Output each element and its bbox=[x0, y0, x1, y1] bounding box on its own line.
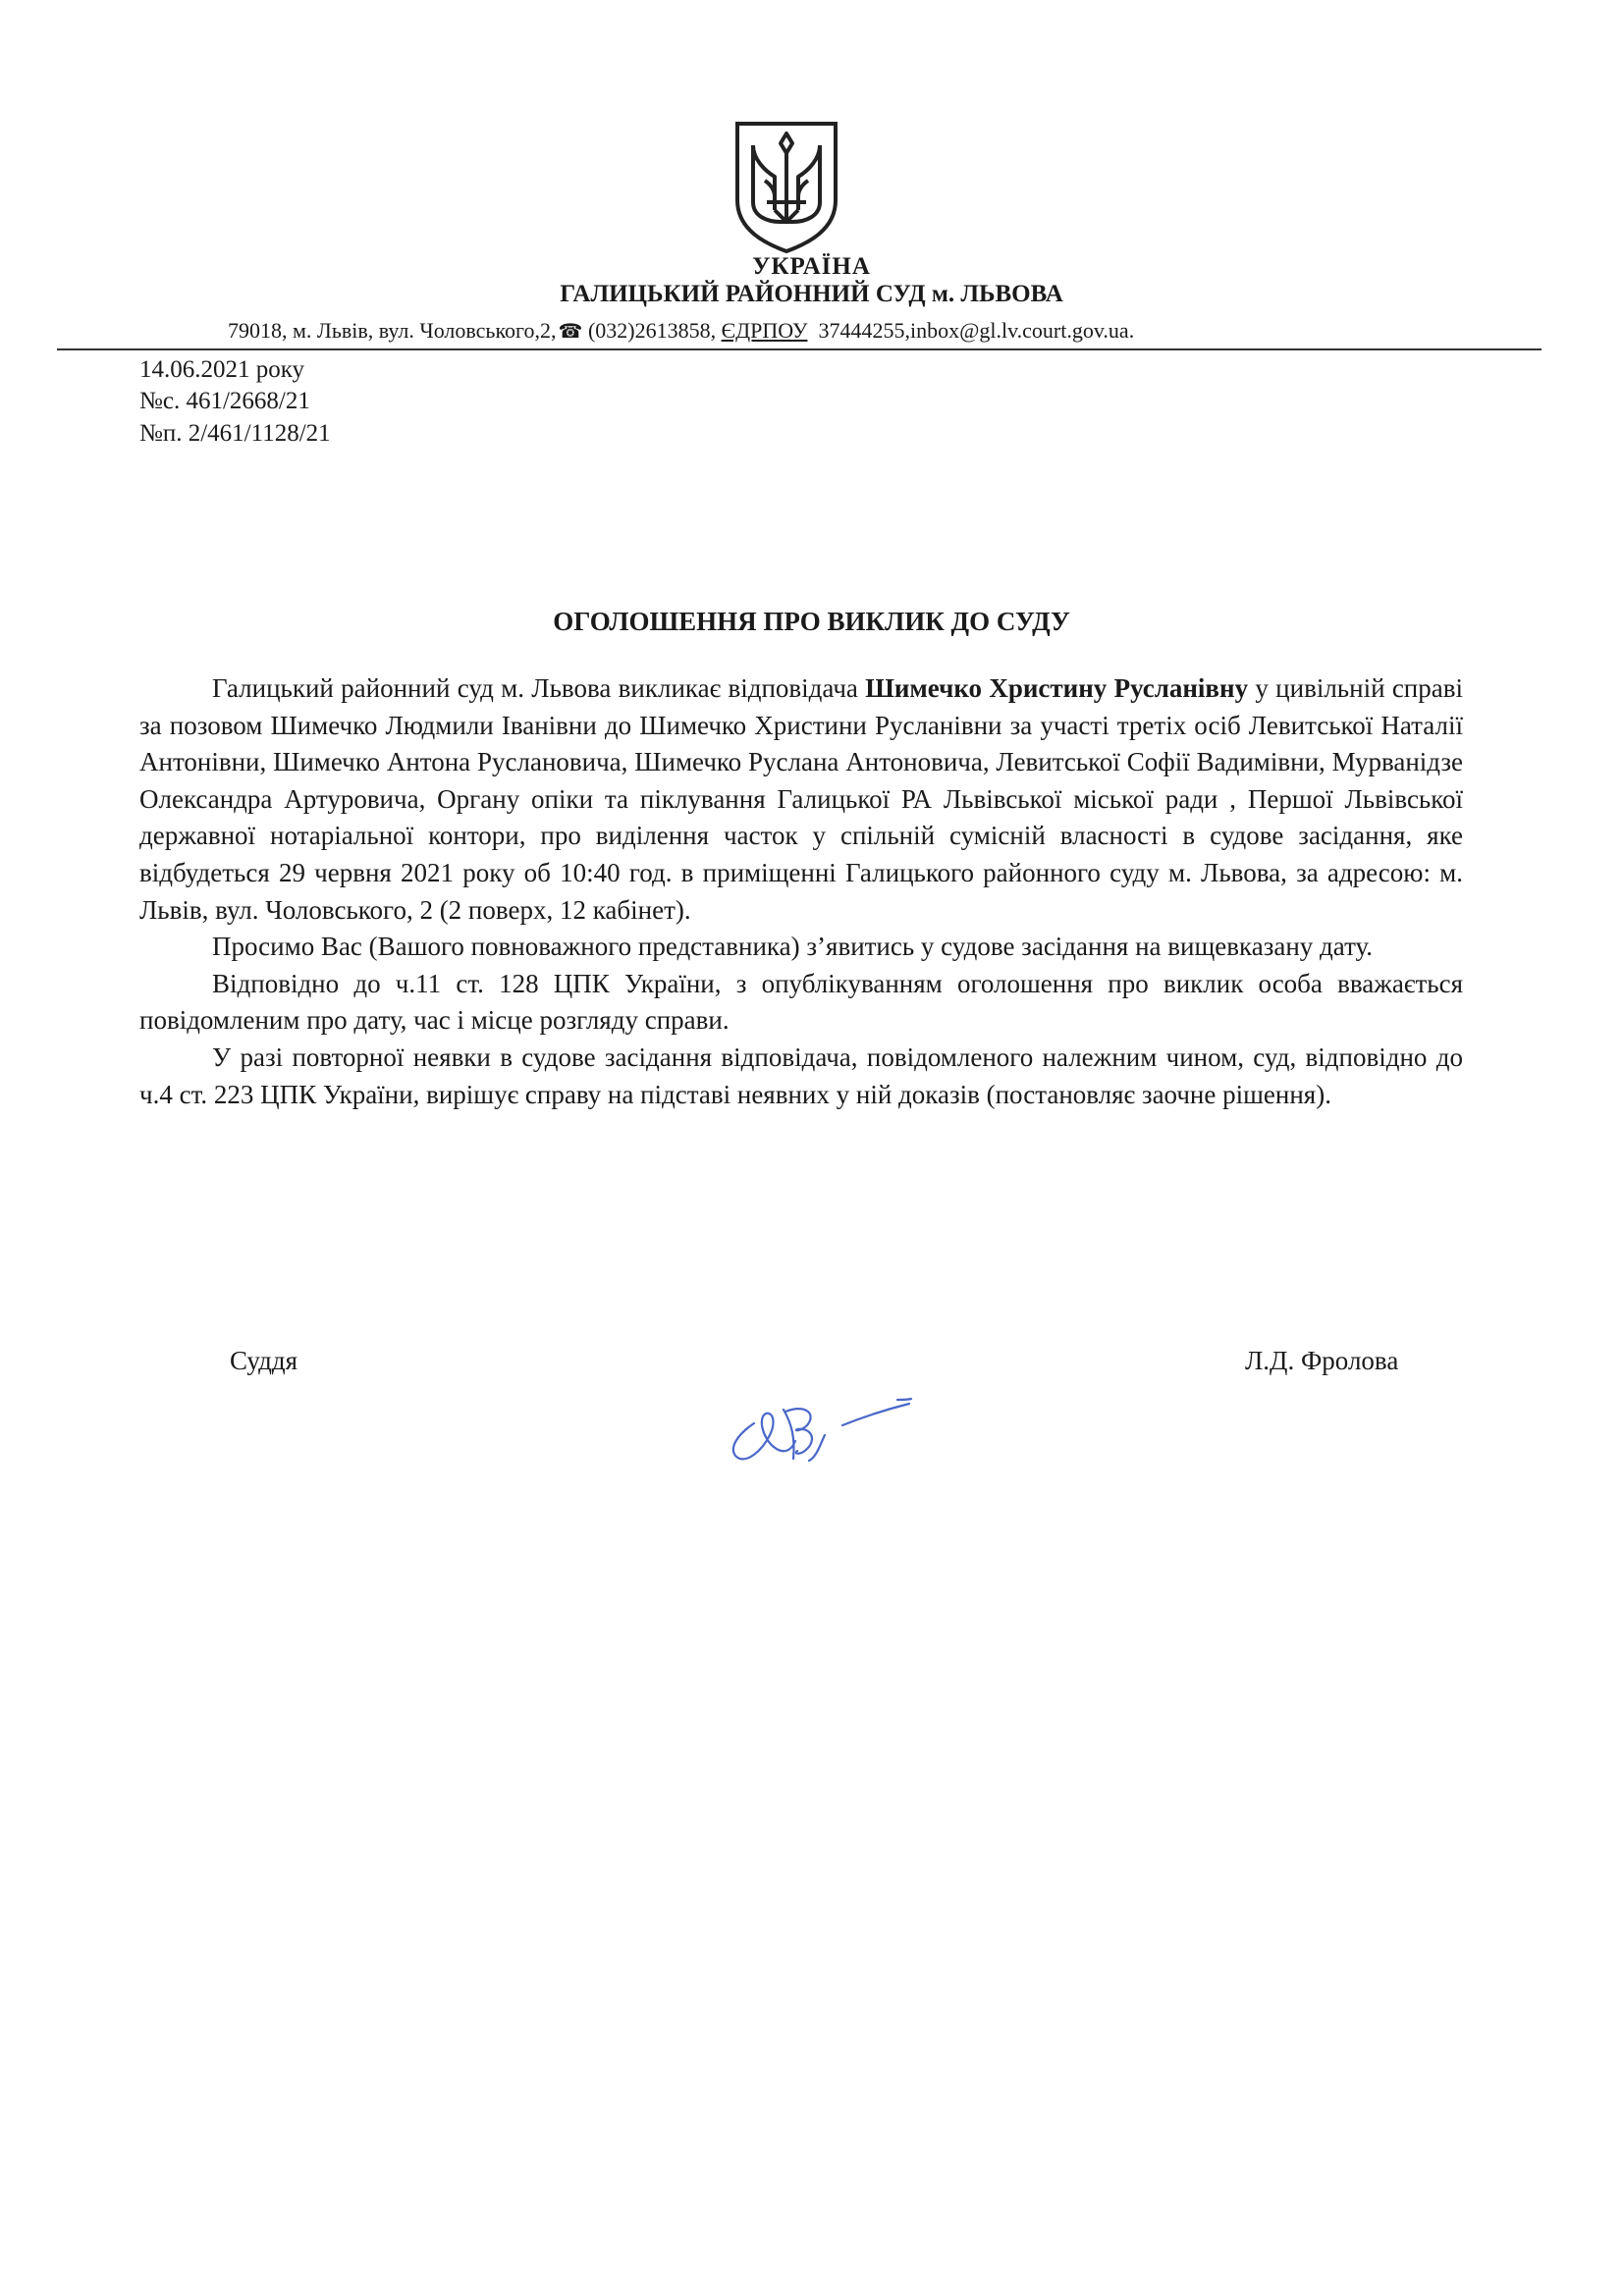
document-date: 14.06.2021 року bbox=[139, 356, 305, 383]
edrpou-label: ЄДРПОУ bbox=[721, 318, 808, 343]
document-title: ОГОЛОШЕННЯ ПРО ВИКЛИК ДО СУДУ bbox=[553, 607, 1070, 636]
header-court-name: ГАЛИЦЬКИЙ РАЙОННИЙ СУД м. ЛЬВОВА bbox=[560, 281, 1063, 307]
proceeding-number: №п. 2/461/1128/21 bbox=[139, 420, 331, 447]
body-paragraph-1: Галицький районний суд м. Львова викликає відповідача Шимечко Христину Русланівну у цивільній справі за позовом Шимечко Людмили Іванівни до Шимечко Христини Русланівни за участі третіх осіб Левитської Наталії Антонівни, Шимечко Антона Руслановича, Шимечко Руслана Антоновича, Левитської Софії Вадимівни, Мурванідзе Олександра Артуровича, Органу опіки та піклування Галицької РА Львівської міської ради , Першої Львівської державної нотаріальної контори, про виділення часток у спільній сумісній власності в судове засідання, яке відбудеться 29 червня 2021 року об 10:40 год. в приміщенні Галицького районного суду м. Львова, за адресою: м. Львів, вул. Чоловського, 2 (2 поверх, 12 кабінет). bbox=[139, 673, 1463, 925]
header-divider bbox=[57, 348, 1542, 350]
document-body bbox=[139, 670, 1463, 1113]
signer-name: Л.Д. Фролова bbox=[1245, 1346, 1399, 1375]
header-country: УКРАЇНА bbox=[752, 253, 871, 280]
header-contacts bbox=[228, 318, 1134, 345]
case-number: №с. 461/2668/21 bbox=[139, 388, 310, 414]
body-paragraph-3: Відповідно до ч.11 ст. 128 ЦПК України, з опублікуванням оголошення про виклик особа вважається повідомленим про дату, час і місце розгляду справи. bbox=[139, 968, 1463, 1036]
trident-emblem-icon bbox=[731, 120, 841, 255]
handwritten-signature bbox=[715, 1366, 931, 1474]
body-paragraph-2: Просимо Вас (Вашого повноважного представника) з’явитись у судове засідання на вищевказану дату. bbox=[212, 932, 1374, 962]
body-paragraph-4: У разі повторної неявки в судове засідання відповідача, повідомленого належним чином, суд, відповідно до ч.4 ст. 223 ЦПК України, вирішує справу на підставі неявних у ній доказів (постановляє заочне рішення). bbox=[139, 1041, 1463, 1109]
court-address: 79018, м. Львів, вул. Чоловського,2, bbox=[228, 318, 557, 343]
edrpou-and-email: 37444255,inbox@gl.lv.court.gov.ua. bbox=[818, 318, 1135, 343]
defendant-name: Шимечко Христину Русланівну bbox=[865, 673, 1249, 703]
court-phone: (032)2613858, bbox=[587, 318, 717, 343]
signer-role: Суддя bbox=[230, 1346, 298, 1375]
phone-icon: ☎ bbox=[558, 321, 583, 343]
